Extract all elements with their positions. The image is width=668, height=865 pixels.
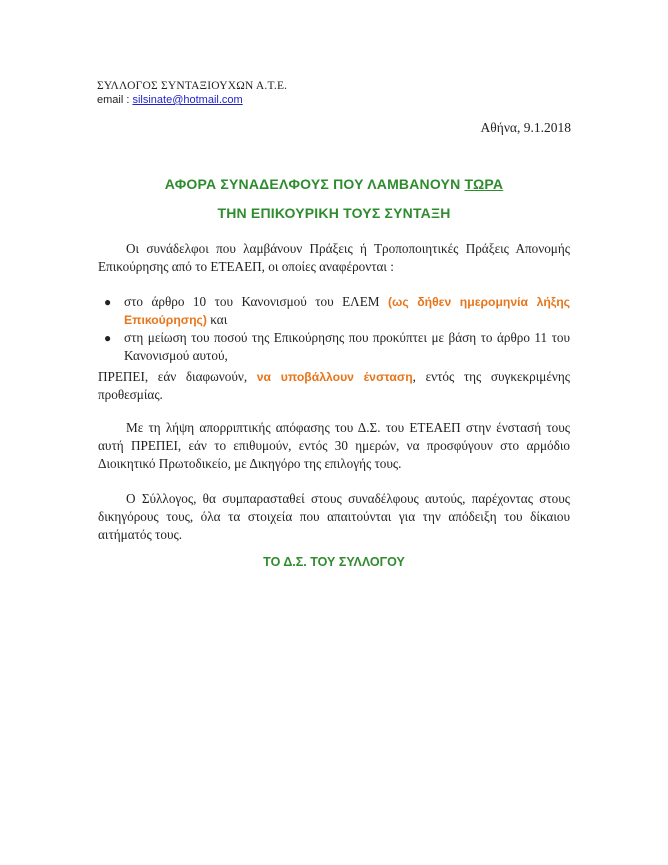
paragraph-2-before: ΠΡΕΠΕΙ, εάν διαφωνούν,: [98, 369, 257, 384]
bullet-1-text: στο άρθρο 10 του Κανονισμού του ΕΛΕΜ: [124, 294, 388, 309]
paragraph-must-object: [98, 368, 570, 404]
bullet-1-suffix: και: [206, 312, 228, 327]
bullet-item-2: [98, 329, 570, 365]
organization-name: ΣΥΛΛΟΓΟΣ ΣΥΝΤΑΞΙΟΥΧΩΝ Α.Τ.Ε.: [97, 80, 288, 92]
paragraph-2-highlight: να υποβάλλουν ένσταση: [256, 370, 413, 384]
bullet-list: [98, 293, 570, 365]
email-label: email :: [97, 94, 133, 106]
title-line-2: ΤΗΝ ΕΠΙΚΟΥΡΙΚΗ ΤΟΥΣ ΣΥΝΤΑΞΗ: [217, 205, 451, 221]
paragraph-2-after: , εντός της συγκεκριμένης προθεσμίας.: [98, 369, 570, 402]
title-line-1-text: ΑΦΟΡΑ ΣΥΝΑΔΕΛΦΟΥΣ ΠΟΥ ΛΑΜΒΑΝΟΥΝ: [164, 176, 465, 192]
email-link[interactable]: silsinate@hotmail.com: [132, 94, 243, 106]
bullet-item-1: [98, 293, 570, 329]
bullet-dot-icon: ●: [104, 295, 112, 309]
paragraph-appeal: Με τη λήψη απορριπτικής απόφασης του Δ.Σ. του ΕΤΕΑΕΠ στην ένστασή τους αυτή ΠΡΕΠΕΙ, εάν το επιθυμούν, εντός 30 ημερών, να προσφύγουν στο αρμόδιο Διοικητικό Πρωτοδικείο, με Δικηγόρο της επιλογής τους.: [98, 420, 570, 471]
title-line-1: [90, 176, 578, 192]
bullet-2-text: στη μείωση του ποσού της Επικούρησης που προκύπτει με βάση το άρθρο 11 του Κανονισμού αυτού,: [124, 330, 570, 363]
email-line: [97, 94, 243, 106]
title-emphasis-now: ΤΩΡΑ: [464, 176, 504, 192]
signature: ΤΟ Δ.Σ. ΤΟΥ ΣΥΛΛΟΓΟΥ: [263, 555, 405, 569]
document-date: Αθήνα, 9.1.2018: [480, 120, 571, 135]
bullet-1-highlight: (ως δήθεν ημερομηνία λήξης Επικούρησης): [124, 295, 571, 327]
bullet-dot-icon: ●: [104, 331, 112, 345]
paragraph-support: Ο Σύλλογος, θα συμπαρασταθεί στους συναδέλφους αυτούς, παρέχοντας στους δικηγόρους τους, όλα τα στοιχεία που απαιτούνται για την απόδειξη του δίκαιου αιτήματός τους.: [98, 491, 570, 542]
paragraph-intro: Οι συνάδελφοι που λαμβάνουν Πράξεις ή Τροποποιητικές Πράξεις Απονομής Επικούρησης από το ΕΤΕΑΕΠ, οι οποίες αναφέρονται :: [98, 241, 570, 274]
